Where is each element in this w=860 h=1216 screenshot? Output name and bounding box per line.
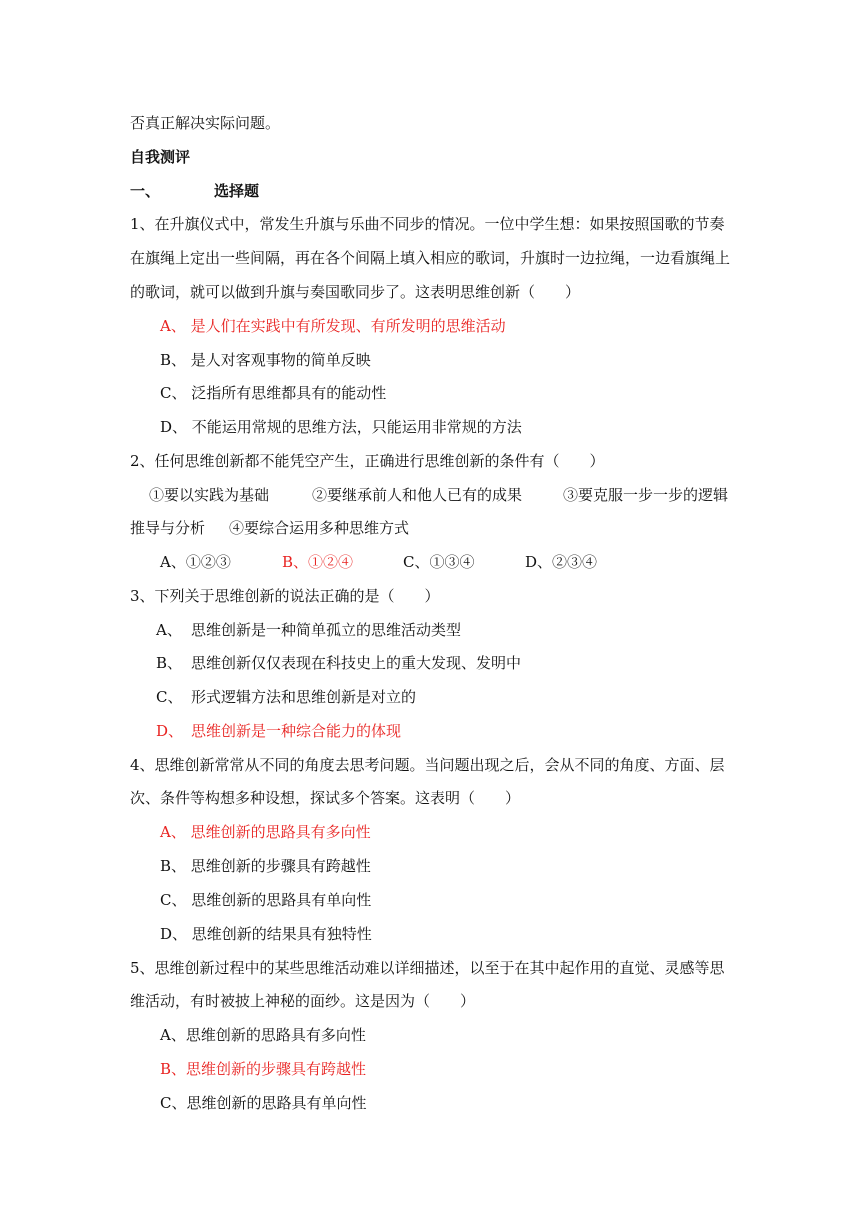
question-5-option-c: C、思维创新的思路具有单向性 xyxy=(160,1094,367,1112)
question-2-option-c: C、①③④ xyxy=(403,553,475,571)
question-1-option-d: D、 不能运用常规的思维方法，只能运用非常规的方法 xyxy=(160,418,522,436)
option-text: 思维创新仅仅表现在科技史上的重大发现、发明中 xyxy=(191,654,522,672)
question-2-option-a: A、①②③ xyxy=(160,553,231,571)
question-2-statements-line-1 xyxy=(0,485,860,505)
statement-2: ②要继承前人和他人已有的成果 xyxy=(312,486,523,504)
question-1-option-a: A、 是人们在实践中有所发现、有所发明的思维活动 xyxy=(160,317,506,335)
question-1-line-1: 1、在升旗仪式中，常发生升旗与乐曲不同步的情况。一位中学生想：如果按照国歌的节奏 xyxy=(130,215,725,233)
question-4-option-a: A、 思维创新的思路具有多向性 xyxy=(160,823,371,841)
question-2-option-b: B、①②④ xyxy=(282,553,354,571)
question-3-option-b xyxy=(0,653,860,673)
question-1-line-3: 的歌词，就可以做到升旗与奏国歌同步了。这表明思维创新（ ） xyxy=(130,283,581,301)
question-5-line-2: 维活动，有时被披上神秘的面纱。这是因为（ ） xyxy=(130,992,476,1010)
question-5-option-b: B、思维创新的步骤具有跨越性 xyxy=(160,1060,367,1078)
statement-3-continued: 推导与分析 xyxy=(130,519,206,537)
section-title: 自我测评 xyxy=(130,148,191,166)
option-text: 思维创新是一种综合能力的体现 xyxy=(191,722,402,740)
question-3-option-d xyxy=(0,721,860,741)
question-2-options xyxy=(0,552,860,572)
option-letter: A、 xyxy=(156,621,182,639)
question-5-line-1: 5、思维创新过程中的某些思维活动难以详细描述，以至于在其中起作用的直觉、灵感等思 xyxy=(130,959,725,977)
question-3-option-a xyxy=(0,620,860,640)
question-4-line-2: 次、条件等构想多种设想，探试多个答案。这表明（ ） xyxy=(130,789,521,807)
option-letter: C、 xyxy=(156,688,183,706)
statement-1: ①要以实践为基础 xyxy=(149,486,270,504)
question-1-option-b: B、 是人对客观事物的简单反映 xyxy=(160,351,371,369)
question-2-line: 2、任何思维创新都不能凭空产生，正确进行思维创新的条件有（ ） xyxy=(130,452,605,470)
part-number: 一、 xyxy=(130,182,161,200)
question-4-option-b: B、 思维创新的步骤具有跨越性 xyxy=(160,857,371,875)
option-text: 形式逻辑方法和思维创新是对立的 xyxy=(191,688,417,706)
question-2-statements-line-2 xyxy=(0,518,860,538)
question-2-option-d: D、②③④ xyxy=(525,553,598,571)
option-letter: B、 xyxy=(156,654,183,672)
intro-tail-text: 否真正解决实际问题。 xyxy=(130,114,281,132)
statement-4: ④要综合运用多种思维方式 xyxy=(229,519,410,537)
part-heading xyxy=(130,181,259,201)
question-4-line-1: 4、思维创新常常从不同的角度去思考问题。当问题出现之后，会从不同的角度、方面、层 xyxy=(130,756,725,774)
statement-3: ③要克服一步一步的逻辑 xyxy=(563,486,729,504)
option-text: 思维创新是一种简单孤立的思维活动类型 xyxy=(191,621,462,639)
question-1-option-c: C、 泛指所有思维都具有的能动性 xyxy=(160,384,387,402)
question-4-option-d: D、 思维创新的结果具有独特性 xyxy=(160,925,372,943)
option-letter: D、 xyxy=(156,722,184,740)
part-title: 选择题 xyxy=(214,182,260,200)
question-1-line-2: 在旗绳上定出一些间隔，再在各个间隔上填入相应的歌词，升旗时一边拉绳，一边看旗绳上 xyxy=(130,249,731,267)
question-3-option-c xyxy=(0,687,860,707)
question-3-line: 3、下列关于思维创新的说法正确的是（ ） xyxy=(130,587,440,605)
question-4-option-c: C、 思维创新的思路具有单向性 xyxy=(160,891,372,909)
question-5-option-a: A、思维创新的思路具有多向性 xyxy=(160,1026,366,1044)
